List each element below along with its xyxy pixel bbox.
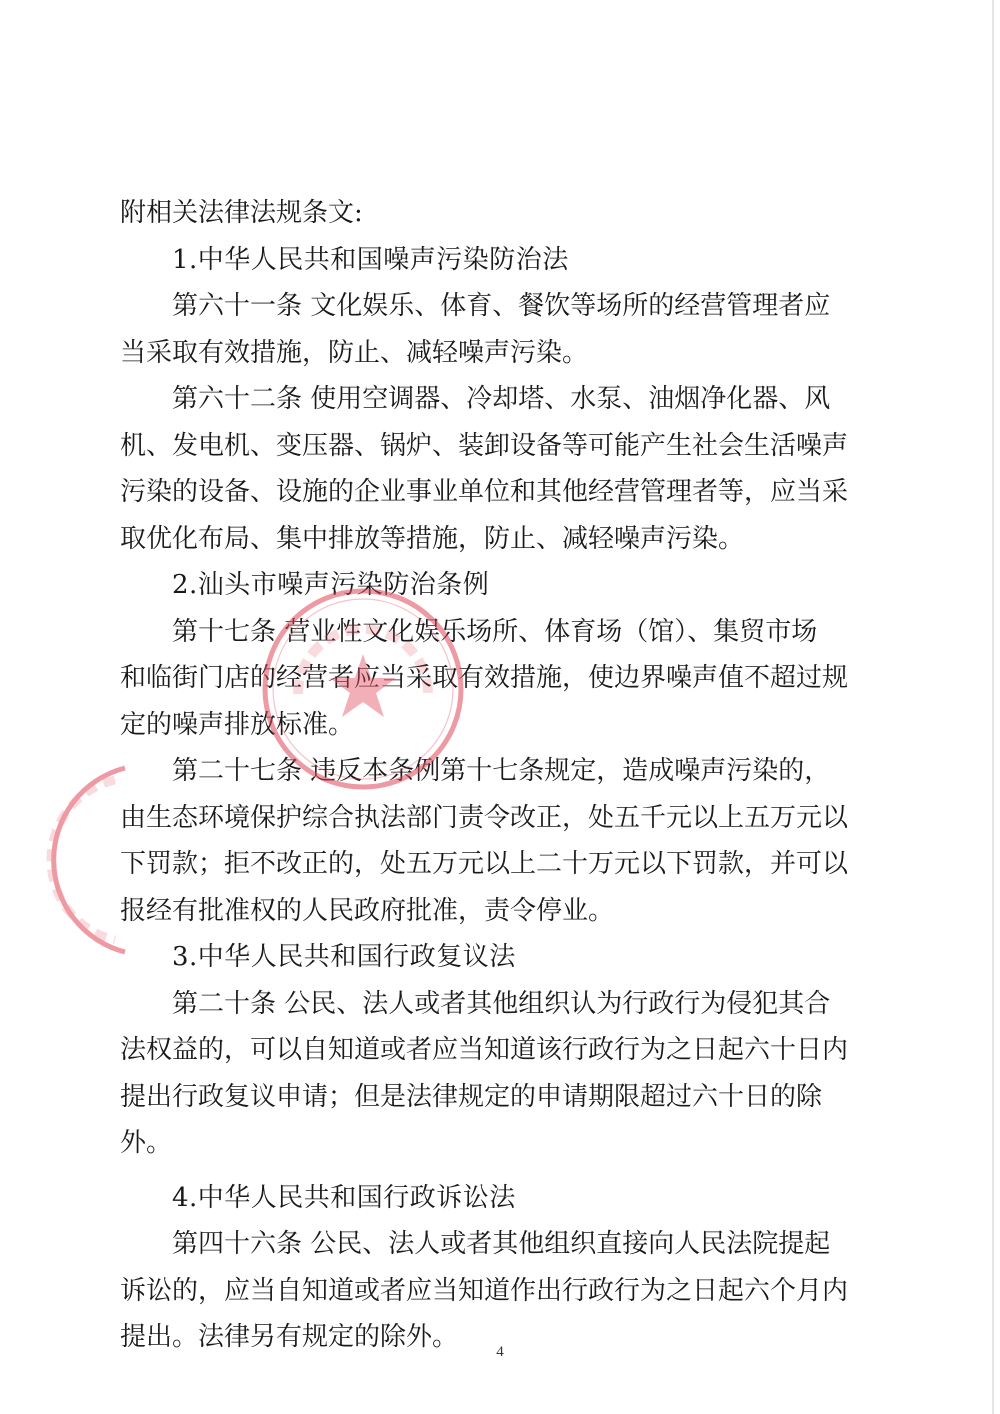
- page-edge-shadow: [992, 0, 994, 1414]
- article-46-line-1: 第四十六条 公民、法人或者其他组织直接向人民法院提起: [172, 1229, 831, 1259]
- article-17-line-3: 定的噪声排放标准。: [120, 709, 355, 740]
- law-heading-3: 3.中华人民共和国行政复议法: [172, 942, 516, 972]
- document-body: [120, 190, 880, 1361]
- law-heading-1: 1.中华人民共和国噪声污染防治法: [172, 244, 569, 275]
- article-46-line-2: 诉讼的，应当自知道或者应当知道作出行政行为之日起六个月内: [120, 1275, 849, 1306]
- law-heading-2: 2.汕头市噪声污染防治条例: [172, 570, 490, 600]
- article-20-line-1: 第二十条 公民、法人或者其他组织认为行政行为侵犯其合: [172, 988, 831, 1019]
- article-20-line-3: 提出行政复议申请；但是法律规定的申请期限超过六十日的除: [120, 1081, 823, 1112]
- law-heading-4: 4.中华人民共和国行政诉讼法: [172, 1182, 516, 1213]
- article-61-line-2: 当采取有效措施，防止、减轻噪声污染。: [120, 337, 589, 368]
- article-17-line-1: 第十七条 营业性文化娱乐场所、体育场（馆）、集贸市场: [172, 616, 818, 647]
- article-46-line-3: 提出。法律另有规定的除外。: [120, 1322, 459, 1352]
- paragraph-gap: [120, 1167, 880, 1175]
- article-27-line-2: 由生态环境保护综合执法部门责令改正，处五千元以上五万元以: [120, 802, 849, 833]
- article-62-line-3: 污染的设备、设施的企业事业单位和其他经营管理者等，应当采: [120, 477, 849, 507]
- article-20-line-4: 外。: [120, 1128, 173, 1158]
- article-27-line-4: 报经有批准权的人民政府批准，责令停业。: [120, 895, 615, 926]
- article-61-line-1: 第六十一条 文化娱乐、体育、餐饮等场所的经营管理者应: [172, 291, 831, 321]
- article-27-line-1: 第二十七条 违反本条例第十七条规定，造成噪声污染的，: [172, 756, 831, 786]
- article-20-line-2: 法权益的，可以自知道或者应当知道该行政行为之日起六十日内: [120, 1035, 849, 1065]
- article-27-line-3: 下罚款；拒不改正的，处五万元以上二十万元以下罚款，并可以: [120, 849, 849, 879]
- article-62-line-4: 取优化布局、集中排放等措施，防止、减轻噪声污染。: [120, 523, 745, 554]
- article-17-line-2: 和临街门店的经营者应当采取有效措施，使边界噪声值不超过规: [120, 663, 849, 693]
- page-number: 4: [496, 1344, 504, 1360]
- article-62-line-2: 机、发电机、变压器、锅炉、装卸设备等可能产生社会生活噪声: [120, 430, 849, 461]
- article-62-line-1: 第六十二条 使用空调器、冷却塔、水泵、油烟净化器、风: [172, 384, 831, 414]
- intro-line: 附相关法律法规条文:: [120, 198, 363, 228]
